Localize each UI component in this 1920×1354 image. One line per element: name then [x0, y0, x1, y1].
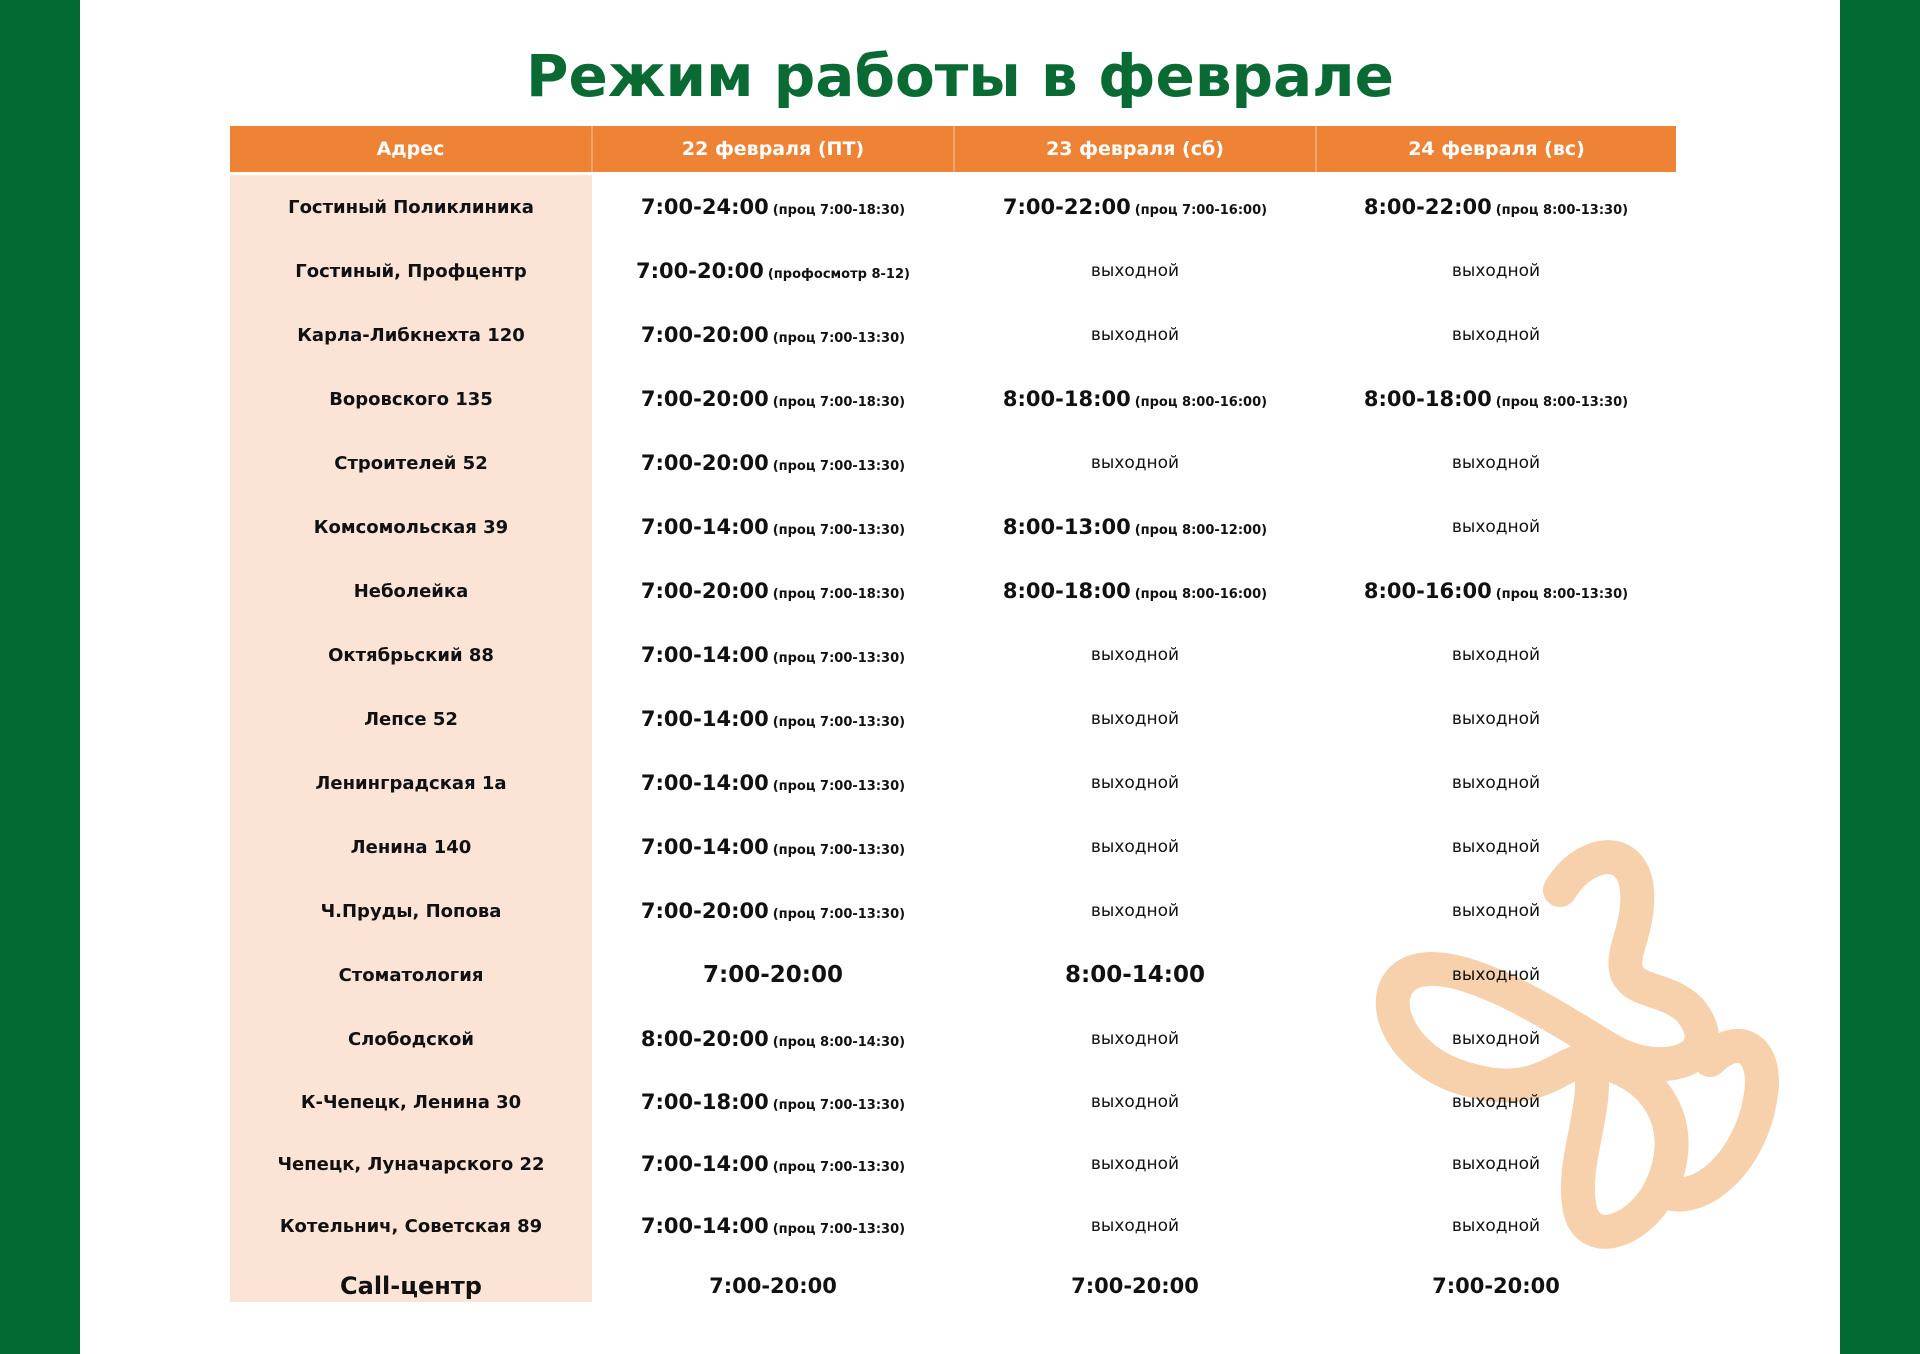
- header-day-23: 23 февраля (сб): [954, 126, 1316, 174]
- address-label: Комсомольская 39: [313, 516, 509, 538]
- address-cell: [230, 943, 592, 1007]
- hours-cell: [954, 495, 1316, 559]
- day-off-label: выходной: [1451, 517, 1541, 537]
- hours-cell: [1316, 943, 1676, 1007]
- page-title: Режим работы в феврале: [525, 42, 1395, 110]
- procedure-hours-note: (проц 7:00-13:30): [772, 523, 906, 538]
- working-hours: 7:00-20:00: [640, 323, 769, 347]
- working-hours: 7:00-20:00: [1432, 1274, 1560, 1298]
- table-row: [230, 815, 1676, 879]
- day-off-label: выходной: [1451, 645, 1541, 665]
- hours-cell: [592, 1133, 954, 1195]
- working-hours: 7:00-20:00: [640, 899, 769, 923]
- hours-cell: [954, 1071, 1316, 1133]
- hours-cell: [1316, 367, 1676, 431]
- working-hours: 7:00-20:00: [640, 387, 769, 411]
- procedure-hours-note: (проц 8:00-13:30): [1495, 395, 1629, 410]
- header-day-22: 22 февраля (ПТ): [592, 126, 954, 174]
- working-hours: 7:00-20:00: [640, 451, 769, 475]
- hours-cell: [1316, 1071, 1676, 1133]
- hours-cell: [592, 1257, 954, 1315]
- address-label: Ч.Пруды, Попова: [320, 900, 502, 922]
- day-off-label: выходной: [1451, 965, 1541, 985]
- working-hours: 7:00-14:00: [640, 771, 769, 795]
- hours-cell: [954, 431, 1316, 495]
- hours-cell: [954, 1133, 1316, 1195]
- working-hours: 8:00-14:00: [1065, 962, 1205, 988]
- table-row: [230, 687, 1676, 751]
- procedure-hours-note: (проц 8:00-16:00): [1134, 587, 1268, 602]
- address-label: Карла-Либкнехта 120: [297, 324, 525, 346]
- working-hours: 8:00-18:00: [1002, 387, 1131, 411]
- table-row: [230, 1071, 1676, 1133]
- day-off-label: выходной: [1090, 1092, 1180, 1112]
- day-off-label: выходной: [1451, 709, 1541, 729]
- hours-cell: [1316, 174, 1676, 240]
- address-cell: [230, 1007, 592, 1071]
- day-off-label: выходной: [1451, 261, 1541, 281]
- address-label: К-Чепецк, Ленина 30: [300, 1091, 522, 1113]
- address-cell: [230, 1195, 592, 1257]
- hours-cell: [592, 431, 954, 495]
- hours-cell: [592, 623, 954, 687]
- procedure-hours-note: (проц 7:00-13:30): [772, 331, 906, 346]
- working-hours: 8:00-16:00: [1363, 579, 1492, 603]
- day-off-label: выходной: [1090, 709, 1180, 729]
- working-hours: 7:00-18:00: [640, 1090, 769, 1114]
- address-cell: [230, 239, 592, 303]
- day-off-label: выходной: [1451, 325, 1541, 345]
- procedure-hours-note: (проц 7:00-13:30): [772, 1222, 906, 1237]
- address-cell: [230, 431, 592, 495]
- working-hours: 7:00-14:00: [640, 707, 769, 731]
- procedure-hours-note: (проц 8:00-13:30): [1495, 587, 1629, 602]
- table-row: [230, 1195, 1676, 1257]
- address-cell: [230, 1071, 592, 1133]
- hours-cell: [592, 367, 954, 431]
- procedure-hours-note: (проц 7:00-16:00): [1134, 203, 1268, 218]
- working-hours: 7:00-14:00: [640, 835, 769, 859]
- header-day-24: 24 февраля (вс): [1316, 126, 1676, 174]
- address-label: Октябрьский 88: [328, 644, 494, 666]
- address-label: Гостиный, Профцентр: [295, 260, 527, 282]
- hours-cell: [1316, 1195, 1676, 1257]
- hours-cell: [592, 687, 954, 751]
- working-hours: 7:00-22:00: [1002, 195, 1131, 219]
- hours-cell: [592, 303, 954, 367]
- hours-cell: [1316, 559, 1676, 623]
- working-hours: 8:00-20:00: [640, 1027, 769, 1051]
- day-off-label: выходной: [1451, 453, 1541, 473]
- working-hours: 8:00-18:00: [1363, 387, 1492, 411]
- hours-cell: [592, 1007, 954, 1071]
- procedure-hours-note: (профосмотр 8-12): [767, 267, 910, 282]
- address-label: Воровского 135: [329, 388, 493, 410]
- hours-cell: [1316, 431, 1676, 495]
- table-row: [230, 559, 1676, 623]
- hours-cell: [592, 174, 954, 240]
- working-hours: 7:00-24:00: [640, 195, 769, 219]
- address-cell: [230, 1133, 592, 1195]
- address-label: Стоматология: [338, 964, 484, 986]
- day-off-label: выходной: [1090, 1029, 1180, 1049]
- day-off-label: выходной: [1451, 1092, 1541, 1112]
- hours-cell: [1316, 495, 1676, 559]
- working-hours: 7:00-14:00: [640, 1152, 769, 1176]
- working-hours: 7:00-20:00: [709, 1274, 837, 1298]
- hours-cell: [1316, 687, 1676, 751]
- working-hours: 8:00-13:00: [1002, 515, 1131, 539]
- procedure-hours-note: (проц 7:00-13:30): [772, 843, 906, 858]
- hours-cell: [592, 239, 954, 303]
- table-row: [230, 239, 1676, 303]
- day-off-label: выходной: [1090, 773, 1180, 793]
- hours-cell: [954, 1257, 1316, 1315]
- hours-cell: [592, 559, 954, 623]
- address-label: Неболейка: [353, 580, 469, 602]
- hours-cell: [1316, 303, 1676, 367]
- procedure-hours-note: (проц 8:00-12:00): [1134, 523, 1268, 538]
- hours-cell: [954, 239, 1316, 303]
- day-off-label: выходной: [1451, 1154, 1541, 1174]
- table-row: [230, 879, 1676, 943]
- address-cell: [230, 751, 592, 815]
- table-row: [230, 367, 1676, 431]
- procedure-hours-note: (проц 7:00-13:30): [772, 651, 906, 666]
- hours-cell: [954, 559, 1316, 623]
- left-green-border: [0, 0, 80, 1354]
- address-label: Гостиный Поликлиника: [288, 196, 534, 218]
- day-off-label: выходной: [1090, 453, 1180, 473]
- hours-cell: [1316, 1133, 1676, 1195]
- table-row: [230, 174, 1676, 240]
- hours-cell: [954, 879, 1316, 943]
- hours-cell: [1316, 879, 1676, 943]
- hours-cell: [954, 943, 1316, 1007]
- day-off-label: выходной: [1090, 1216, 1180, 1236]
- address-label: Ленинградская 1а: [315, 772, 507, 794]
- address-label: Чепецк, Луначарского 22: [277, 1153, 545, 1175]
- address-label: Ленина 140: [350, 836, 472, 858]
- day-off-label: выходной: [1451, 901, 1541, 921]
- hours-cell: [592, 1071, 954, 1133]
- hours-cell: [954, 1195, 1316, 1257]
- table-row: [230, 623, 1676, 687]
- day-off-label: выходной: [1090, 325, 1180, 345]
- hours-cell: [1316, 623, 1676, 687]
- address-cell: [230, 303, 592, 367]
- hours-cell: [592, 879, 954, 943]
- working-hours: 8:00-22:00: [1363, 195, 1492, 219]
- table-row: [230, 431, 1676, 495]
- procedure-hours-note: (проц 7:00-13:30): [772, 459, 906, 474]
- day-off-label: выходной: [1090, 837, 1180, 857]
- hours-cell: [1316, 1257, 1676, 1315]
- hours-cell: [592, 751, 954, 815]
- procedure-hours-note: (проц 7:00-13:30): [772, 715, 906, 730]
- working-hours: 7:00-20:00: [1071, 1274, 1199, 1298]
- day-off-label: выходной: [1090, 1154, 1180, 1174]
- address-cell: [230, 559, 592, 623]
- procedure-hours-note: (проц 7:00-13:30): [772, 1160, 906, 1175]
- address-cell: [230, 687, 592, 751]
- address-label: Строителей 52: [334, 452, 488, 474]
- table-row: [230, 751, 1676, 815]
- procedure-hours-note: (проц 7:00-13:30): [772, 1098, 906, 1113]
- working-hours: 8:00-18:00: [1002, 579, 1131, 603]
- working-hours: 7:00-20:00: [636, 259, 764, 283]
- address-cell: [230, 174, 592, 240]
- table-row: [230, 495, 1676, 559]
- hours-cell: [954, 303, 1316, 367]
- table-row: [230, 1007, 1676, 1071]
- day-off-label: выходной: [1451, 1029, 1541, 1049]
- table-row: [230, 303, 1676, 367]
- hours-cell: [1316, 239, 1676, 303]
- table-row: [230, 1257, 1676, 1315]
- address-cell: [230, 879, 592, 943]
- header-row: [230, 126, 1676, 174]
- procedure-hours-note: (проц 8:00-13:30): [1495, 203, 1629, 218]
- hours-cell: [592, 1195, 954, 1257]
- hours-cell: [954, 367, 1316, 431]
- procedure-hours-note: (проц 7:00-13:30): [772, 907, 906, 922]
- address-cell: [230, 623, 592, 687]
- address-cell: [230, 367, 592, 431]
- procedure-hours-note: (проц 8:00-14:30): [772, 1035, 906, 1050]
- procedure-hours-note: (проц 7:00-18:30): [772, 203, 906, 218]
- address-cell: [230, 495, 592, 559]
- procedure-hours-note: (проц 7:00-13:30): [772, 779, 906, 794]
- hours-cell: [954, 815, 1316, 879]
- day-off-label: выходной: [1451, 773, 1541, 793]
- hours-cell: [592, 943, 954, 1007]
- day-off-label: выходной: [1451, 837, 1541, 857]
- table-row: [230, 943, 1676, 1007]
- day-off-label: выходной: [1090, 261, 1180, 281]
- hours-cell: [1316, 815, 1676, 879]
- hours-cell: [954, 751, 1316, 815]
- address-label: Call-центр: [340, 1272, 482, 1300]
- address-cell: [230, 1257, 592, 1315]
- hours-cell: [954, 174, 1316, 240]
- day-off-label: выходной: [1451, 1216, 1541, 1236]
- working-hours: 7:00-14:00: [640, 643, 769, 667]
- day-off-label: выходной: [1090, 645, 1180, 665]
- address-cell: [230, 815, 592, 879]
- schedule-table: [230, 126, 1676, 1315]
- address-label: Лепсе 52: [364, 708, 458, 730]
- working-hours: 7:00-14:00: [640, 515, 769, 539]
- working-hours: 7:00-14:00: [640, 1214, 769, 1238]
- procedure-hours-note: (проц 7:00-18:30): [772, 395, 906, 410]
- hours-cell: [954, 623, 1316, 687]
- hours-cell: [1316, 751, 1676, 815]
- hours-cell: [1316, 1007, 1676, 1071]
- day-off-label: выходной: [1090, 901, 1180, 921]
- procedure-hours-note: (проц 8:00-16:00): [1134, 395, 1268, 410]
- address-label: Котельнич, Советская 89: [279, 1215, 543, 1237]
- address-label: Слободской: [347, 1028, 475, 1050]
- working-hours: 7:00-20:00: [640, 579, 769, 603]
- table-row: [230, 1133, 1676, 1195]
- procedure-hours-note: (проц 7:00-18:30): [772, 587, 906, 602]
- hours-cell: [954, 687, 1316, 751]
- working-hours: 7:00-20:00: [703, 962, 843, 988]
- hours-cell: [592, 815, 954, 879]
- right-green-border: [1840, 0, 1920, 1354]
- hours-cell: [592, 495, 954, 559]
- header-address: Адрес: [230, 126, 592, 174]
- hours-cell: [954, 1007, 1316, 1071]
